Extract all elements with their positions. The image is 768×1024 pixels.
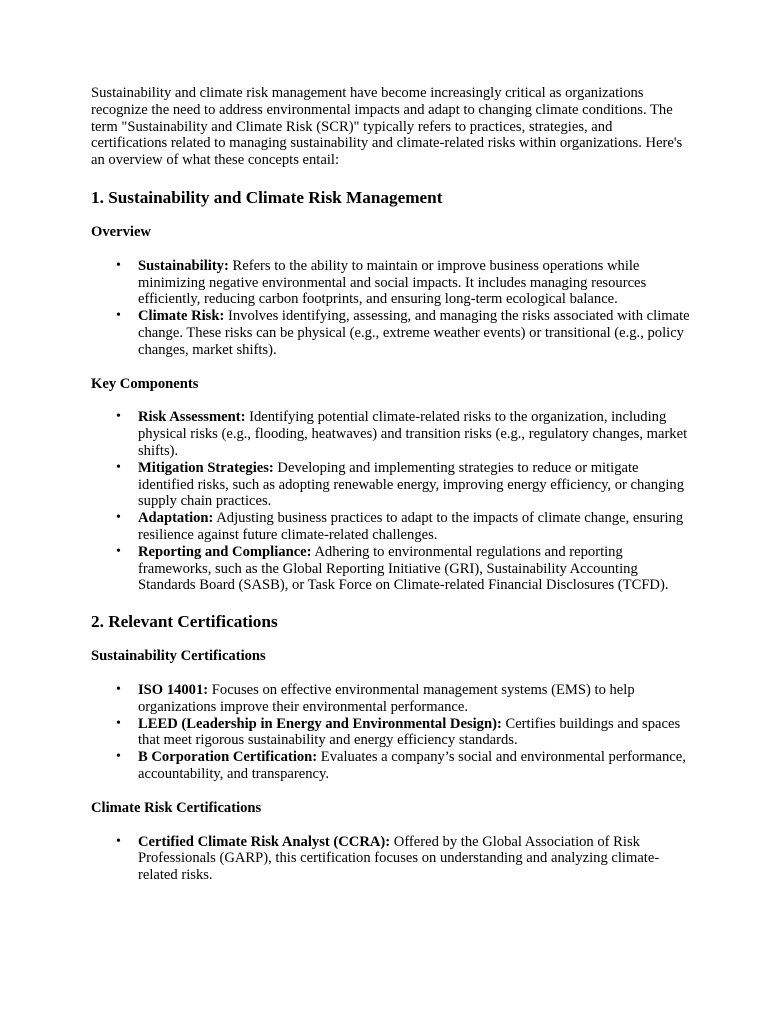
section-1-heading: 1. Sustainability and Climate Risk Management [91, 187, 443, 207]
item-term: Certified Climate Risk Analyst (CCRA): [138, 833, 391, 850]
bullet-icon: • [116, 459, 121, 475]
key-components-heading: Key Components [91, 375, 199, 392]
item-text: Certifies buildings and spaces that meet rigorous sustainability and energy efficiency standards. [138, 715, 681, 749]
bullet-icon: • [116, 510, 121, 526]
item-term: Sustainability: [138, 257, 229, 274]
item-term: ISO 14001: [138, 681, 209, 698]
document-page [91, 85, 691, 884]
climate-risk-certifications-heading: Climate Risk Certifications [91, 799, 262, 816]
item-term: Climate Risk: [138, 308, 225, 325]
bullet-icon: • [116, 257, 121, 273]
overview-list [91, 258, 691, 359]
list-item [116, 749, 691, 783]
item-term: B Corporation Certification: [138, 749, 318, 766]
item-text: Adhering to environmental regulations and reporting frameworks, such as the Global Reporting Initiative (GRI), Sustainability Accounting Standards Board (SASB), or Task Force on Climate-related Financial Disclosures (TCFD). [138, 543, 669, 594]
list-item [116, 715, 691, 750]
item-text: Developing and implementing strategies to reduce or mitigate identified risks, such as adopting renewable energy, improving energy efficiency, or changing supply chain practices. [138, 459, 685, 510]
list-item [116, 833, 691, 884]
bullet-icon: • [116, 749, 121, 765]
bullet-icon: • [116, 409, 121, 425]
item-text: Adjusting business practices to adapt to the impacts of climate change, ensuring resilience against future climate-related challenges. [138, 510, 684, 543]
climate-risk-certifications-list [91, 834, 691, 884]
item-term: Adaptation: [138, 510, 214, 527]
overview-heading: Overview [91, 223, 151, 240]
item-text: Involves identifying, assessing, and managing the risks associated with climate change. These risks can be physical (e.g., extreme weather events) or transitional (e.g., policy changes, market shifts). [138, 308, 690, 358]
item-term: Reporting and Compliance: [138, 543, 312, 560]
item-text: Identifying potential climate-related risks to the organization, including physical risks (e.g., flooding, heatwaves) and transition risks (e.g., regulatory changes, market shifts). [138, 409, 688, 459]
bullet-icon: • [116, 308, 121, 324]
list-item [116, 543, 691, 594]
section-2-heading: 2. Relevant Certifications [91, 612, 278, 632]
list-item [116, 681, 691, 716]
item-term: LEED (Leadership in Energy and Environmental Design): [138, 715, 502, 732]
list-item [116, 510, 691, 544]
list-item [116, 459, 691, 510]
item-term: Mitigation Strategies: [138, 459, 274, 476]
item-text: Evaluates a company’s social and environmental performance, accountability, and transparency. [138, 749, 686, 782]
intro-paragraph: Sustainability and climate risk management have become increasingly critical as organizations recognize the need to address environmental impacts and adapt to changing climate conditions. The term "Sustainability and Climate Risk (SCR)" typically refers to practices, strategies, and certifications related to managing sustainability and climate-related risks within organizations. Here's an overview of what these concepts entail: [91, 85, 683, 169]
sustainability-certifications-list [91, 682, 691, 783]
list-item [116, 257, 691, 308]
sustainability-certifications-heading: Sustainability Certifications [91, 648, 266, 665]
bullet-icon: • [116, 543, 121, 559]
key-components-list [91, 409, 691, 594]
list-item [116, 308, 691, 358]
bullet-icon: • [116, 833, 121, 849]
bullet-icon: • [116, 681, 121, 697]
item-text: Refers to the ability to maintain or improve business operations while minimizing negative environmental and social impacts. It includes managing resources efficiently, reducing carbon footprints, and ensuring long-term ecological balance. [138, 257, 647, 308]
bullet-icon: • [116, 715, 121, 731]
item-text: Offered by the Global Association of Risk Professionals (GARP), this certification focuses on understanding and analyzing climate-related risks. [138, 833, 660, 884]
item-term: Risk Assessment: [138, 409, 246, 426]
list-item [116, 409, 691, 459]
item-text: Focuses on effective environmental management systems (EMS) to help organizations improve their environmental performance. [138, 681, 635, 715]
